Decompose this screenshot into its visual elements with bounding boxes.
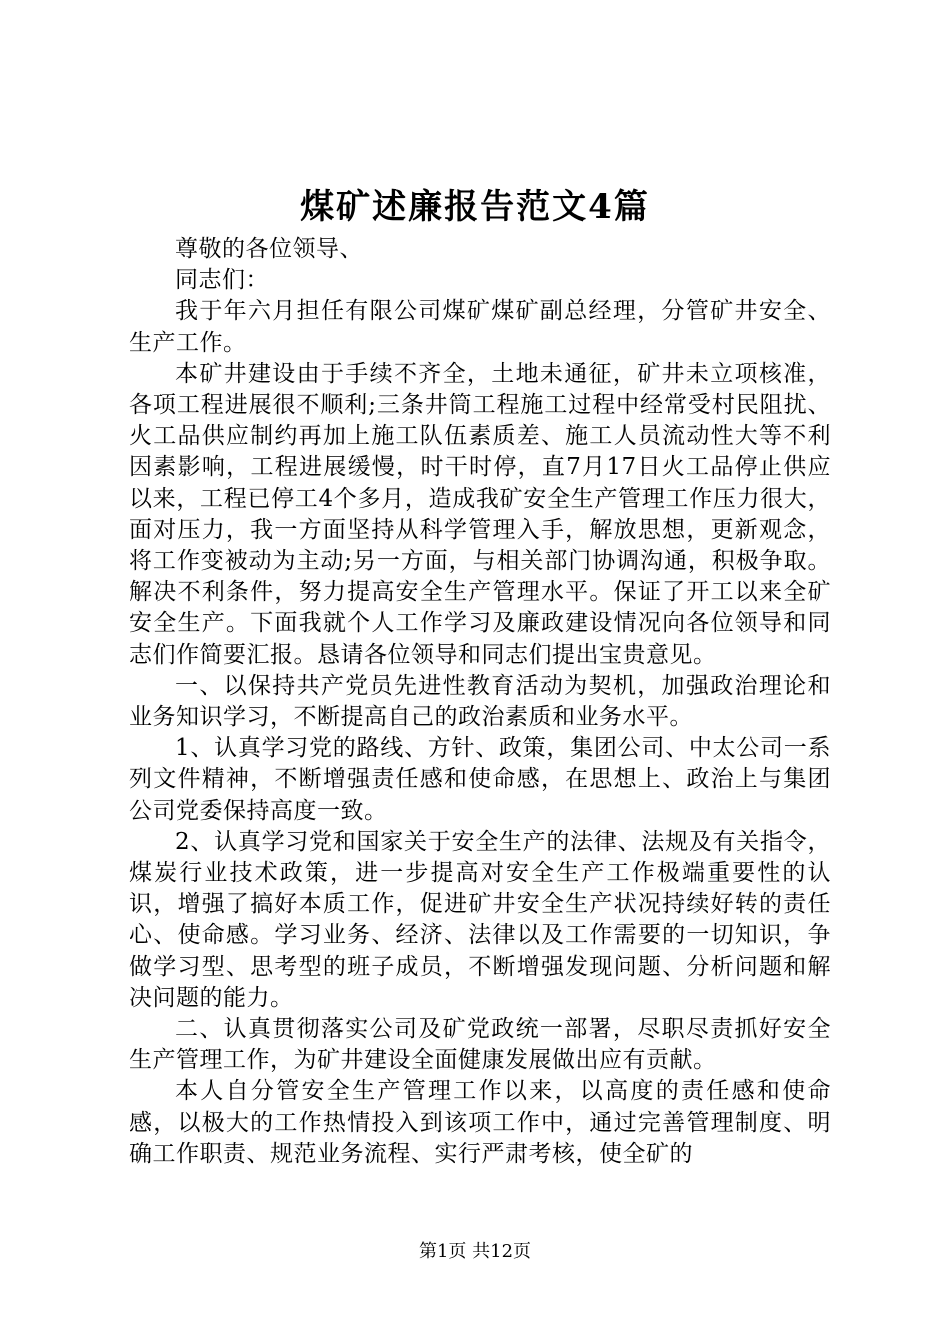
paragraph-section-2-body: 本人自分管安全生产管理工作以来，以高度的责任感和使命感，以极大的工作热情投入到该项工作中，通过完善管理制度、明确工作职责、规范业务流程、实行严肃考核，使全矿的: [129, 1078, 831, 1167]
paragraph-section-2-heading: 二、认真贯彻落实公司及矿党政统一部署，尽职尽责抓好安全生产管理工作，为矿井建设全面健康发展做出应有贡献。: [129, 1016, 831, 1074]
page-footer: 第1页 共12页: [418, 1241, 532, 1262]
paragraph-item-2: 2、认真学习党和国家关于安全生产的法律、法规及有关指令，煤炭行业技术政策，进一步提高对安全生产工作极端重要性的认识，增强了搞好本质工作，促进矿井安全生产状况持续好转的责任心、使命感。学习业务、经济、法律以及工作需要的一切知识，争做学习型、思考型的班子成员，不断增强发现问题、分析问题和解决问题的能力。: [129, 828, 831, 1011]
document-title: 煤矿述廉报告范文4篇: [300, 187, 650, 227]
paragraph-item-1: 1、认真学习党的路线、方针、政策，集团公司、中太公司一系列文件精神，不断增强责任感和使命感，在思想上、政治上与集团公司党委保持高度一致。: [129, 735, 831, 824]
paragraph-salutation-1: 尊敬的各位领导、: [175, 236, 363, 262]
paragraph-intro: 我于年六月担任有限公司煤矿煤矿副总经理，分管矿井安全、生产工作。: [129, 298, 831, 356]
paragraph-section-1-heading: 一、以保持共产党员先进性教育活动为契机，加强政治理论和业务知识学习，不断提高自己的政治素质和业务水平。: [129, 672, 831, 731]
paragraph-salutation-2: 同志们：: [175, 267, 269, 294]
paragraph-background: 本矿井建设由于手续不齐全，土地未通征，矿井未立项核准，各项工程进展很不顺利;三条井筒工程施工过程中经常受村民阻扰、火工品供应制约再加上施工队伍素质差、施工人员流动性大等不利因素影响，工程进展缓慢，时干时停，直7月17日火工品停止供应以来，工程已停工4个多月，造成我矿安全生产管理工作压力很大，面对压力，我一方面坚持从科学管理入手，解放思想，更新观念，将工作变被动为主动;另一方面，与相关部门协调沟通，积极争取。解决不利条件，努力提高安全生产管理水平。保证了开工以来全矿安全生产。下面我就个人工作学习及廉政建设情况向各位领导和同志们作简要汇报。恳请各位领导和同志们提出宝贵意见。: [129, 360, 831, 668]
document-body: [129, 234, 831, 1170]
